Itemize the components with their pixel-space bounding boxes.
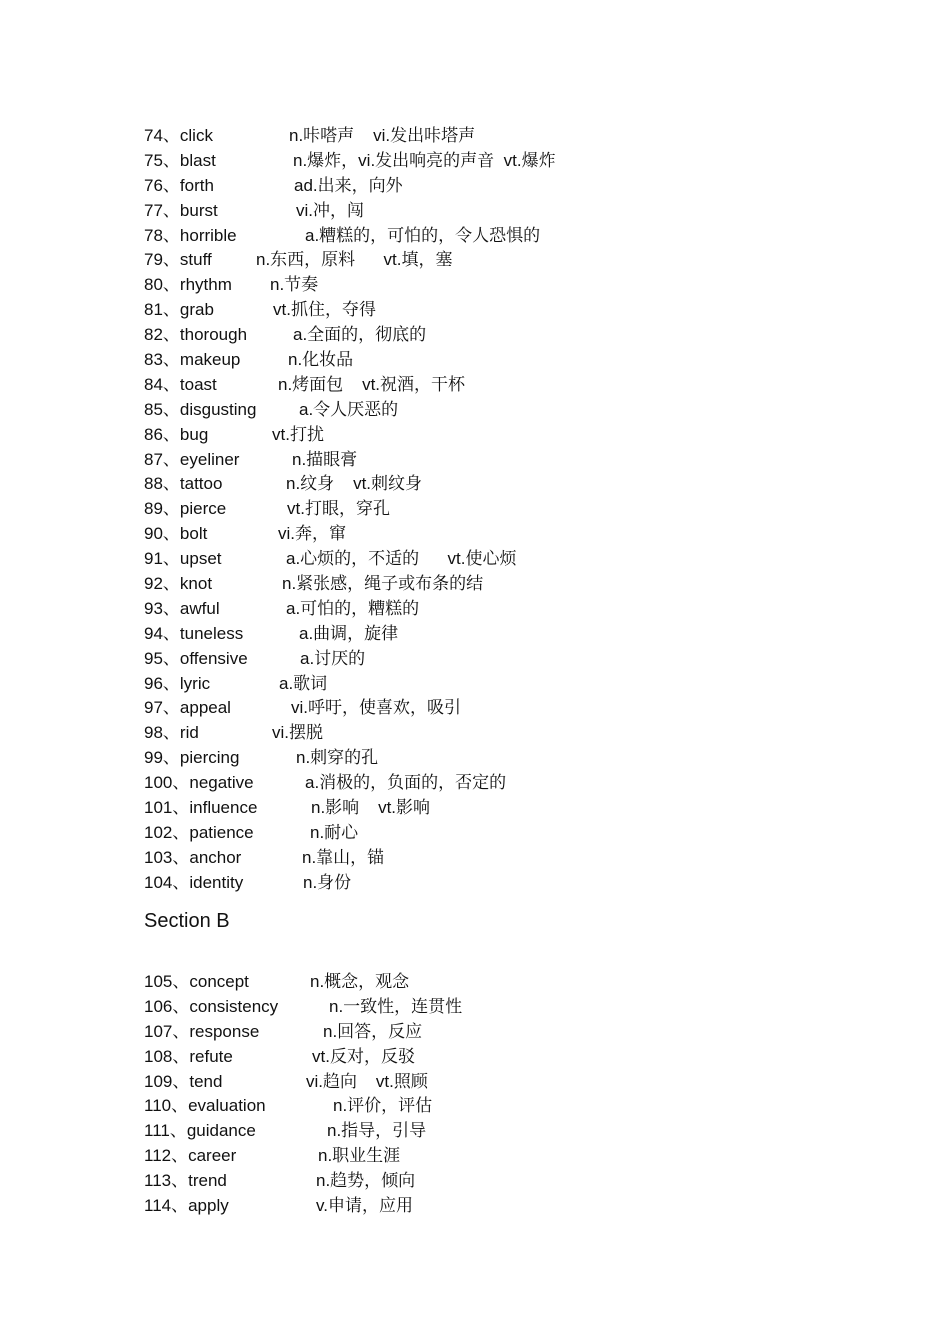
vocab-definition: a.糟糕的，可怕的，令人恐惧的 [305,225,541,245]
vocab-definition: n.靠山，锚 [302,847,385,867]
vocab-definition: vt.抓住，夺得 [273,300,376,320]
vocab-definition: vi.奔，窜 [278,524,346,544]
vocab-term: 105、concept [144,972,249,991]
vocab-term: 86、bug [144,424,209,444]
vocab-definition: n.纹身 vt.刺纹身 [286,474,423,494]
vocab-term: 112、career [144,1146,237,1166]
vocab-term: 81、grab [144,300,214,320]
vocab-term: 85、disgusting [144,399,257,419]
vocab-definition: n.一致性，连贯性 [329,996,463,1016]
vocab-definition: n.爆炸，vi.发出响亮的声音 vt.爆炸 [293,150,556,170]
vocab-definition: a.心烦的，不适的 vt.使心烦 [286,549,517,569]
vocab-definition: n.身份 [303,872,352,892]
vocab-definition: n.描眼膏 [292,449,358,469]
vocab-term: 97、appeal [144,698,231,718]
vocab-definition: n.烤面包 vt.祝酒，干杯 [278,374,466,394]
vocab-definition: a.曲调，旋律 [299,623,399,643]
vocab-definition: n.影响 vt.影响 [311,798,431,818]
vocab-term: 76、forth [144,175,214,195]
vocab-definition: n.职业生涯 [318,1146,401,1166]
vocab-term: 93、awful [144,598,220,618]
vocab-definition: n.指导，引导 [327,1121,427,1141]
vocab-definition: vi.呼吁，使喜欢，吸引 [291,698,461,718]
vocab-definition: n.刺穿的孔 [296,748,379,768]
vocab-definition: n.回答，反应 [323,1021,423,1041]
vocab-definition: a.讨厌的 [300,648,366,668]
vocab-definition: vt.反对，反驳 [312,1046,415,1066]
vocab-term: 104、identity [144,872,244,892]
vocab-term: 92、knot [144,574,213,594]
vocab-term: 96、lyric [144,673,211,693]
vocab-term: 89、pierce [144,499,227,519]
vocab-term: 111、guidance [144,1121,256,1141]
vocab-definition: ad.出来，向外 [294,175,403,195]
vocab-term: 79、stuff [144,250,212,270]
vocab-term: 110、evaluation [144,1096,266,1116]
vocab-term: 88、tattoo [144,474,223,494]
vocab-term: 77、burst [144,200,218,220]
vocab-term: 80、rhythm [144,275,232,295]
vocab-definition: v.申请，应用 [316,1196,413,1216]
vocab-term: 113、trend [144,1171,227,1191]
vocab-term: 75、blast [144,150,216,170]
vocab-definition: n.节奏 [270,275,319,295]
vocab-definition: vt.打扰 [272,424,324,444]
vocab-term: 103、anchor [144,847,242,867]
vocab-term: 82、thorough [144,325,248,345]
vocab-term: 95、offensive [144,648,248,668]
vocab-definition: n.概念，观念 [310,972,410,991]
vocab-term: 101、influence [144,798,258,818]
vocab-definition: a.可怕的，糟糕的 [286,598,420,618]
vocab-definition: n.紧张感，绳子或布条的结 [282,574,484,594]
vocab-definition: n.趋势，倾向 [316,1171,416,1191]
vocab-term: 102、patience [144,822,254,842]
vocab-definition: vi.冲，闯 [296,200,364,220]
vocab-definition: a.歌词 [279,673,328,693]
vocab-term: 74、click [144,126,213,145]
vocab-term: 114、apply [144,1196,229,1216]
section-heading: Section B [144,910,230,932]
vocab-definition: n.评价，评估 [333,1096,433,1116]
vocab-definition: vt.打眼，穿孔 [287,499,390,519]
vocab-term: 106、consistency [144,996,279,1016]
vocab-definition: a.令人厌恶的 [299,399,399,419]
vocab-term: 83、makeup [144,350,241,370]
vocab-definition: vi.趋向 vt.照顾 [306,1071,428,1091]
vocab-term: 94、tuneless [144,623,244,643]
vocab-definition: n.化妆品 [288,350,354,370]
vocab-term: 100、negative [144,773,254,793]
vocab-definition: n.咔嗒声 vi.发出咔塔声 [289,126,476,145]
vocab-term: 108、refute [144,1046,233,1066]
vocab-term: 107、response [144,1021,260,1041]
vocab-term: 78、horrible [144,225,237,245]
vocab-term: 91、upset [144,549,222,569]
vocab-definition: a.全面的，彻底的 [293,325,427,345]
vocab-definition: a.消极的，负面的，否定的 [305,773,507,793]
vocab-term: 87、eyeliner [144,449,240,469]
vocab-definition: n.耐心 [310,822,359,842]
vocab-term: 90、bolt [144,524,208,544]
vocab-term: 109、tend [144,1071,223,1091]
vocab-definition: vi.摆脱 [272,723,323,743]
vocab-term: 98、rid [144,723,199,743]
vocab-term: 99、piercing [144,748,240,768]
vocab-definition: n.东西，原料 vt.填，塞 [256,250,453,270]
vocab-term: 84、toast [144,374,217,394]
